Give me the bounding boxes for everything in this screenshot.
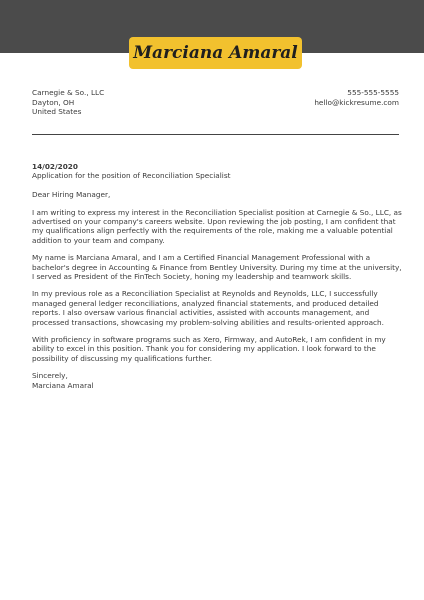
closing-phrase: Sincerely,: [32, 371, 68, 381]
company-name: Carnegie & So., LLC: [32, 88, 105, 97]
paragraph-closing: With proficiency in software programs such as Xero, Firmway, and AutoRek, I am confident in my ability to excel in this position. Thank you for considering my application. I look forward to the possibility of discussing my qualifications further.: [32, 335, 386, 363]
letter-date: 14/02/2020: [32, 162, 78, 171]
company-city: Dayton, OH: [32, 97, 75, 107]
paragraph-experience: In my previous role as a Reconciliation Specialist at Reynolds and Reynolds, LLC, I successfully managed general ledger reconciliations, analyzed financial statements, and produced detailed reports. I also oversaw various financial activities, assisted with accounts management, and processed transactions, showcasing my problem-solving abilities and results-oriented approach.: [32, 289, 384, 327]
signature-name: Marciana Amaral: [32, 380, 94, 390]
company-address: [32, 88, 104, 117]
company-country: United States: [32, 107, 82, 117]
paragraph-intro: I am writing to express my interest in the Reconciliation Specialist position at Carnegie & So., LLC, as advertised on your company's careers website. Upon reviewing the job posting, I am confident that my qualifications align perfectly with the requirements of the role, making me a valuable potential addition to your team and company.: [32, 207, 402, 245]
contact-info: [314, 88, 399, 107]
email-address: hello@kickresume.com: [314, 97, 399, 107]
phone-number: 555-555-5555: [347, 88, 399, 97]
letter-body: [32, 162, 402, 390]
divider: [32, 134, 399, 135]
salutation: Dear Hiring Manager,: [32, 190, 111, 200]
name-banner: [129, 37, 302, 69]
applicant-name: Marciana Amaral: [133, 43, 298, 63]
paragraph-education: My name is Marciana Amaral, and I am a Certified Financial Management Professional with a bachelor's degree in Accounting & Finance from Bentley University. During my time at the university, I served as President of the FinTech Society, honing my leadership and teamwork skills.: [32, 253, 402, 282]
letter-subject: Application for the position of Reconciliation Specialist: [32, 171, 231, 181]
